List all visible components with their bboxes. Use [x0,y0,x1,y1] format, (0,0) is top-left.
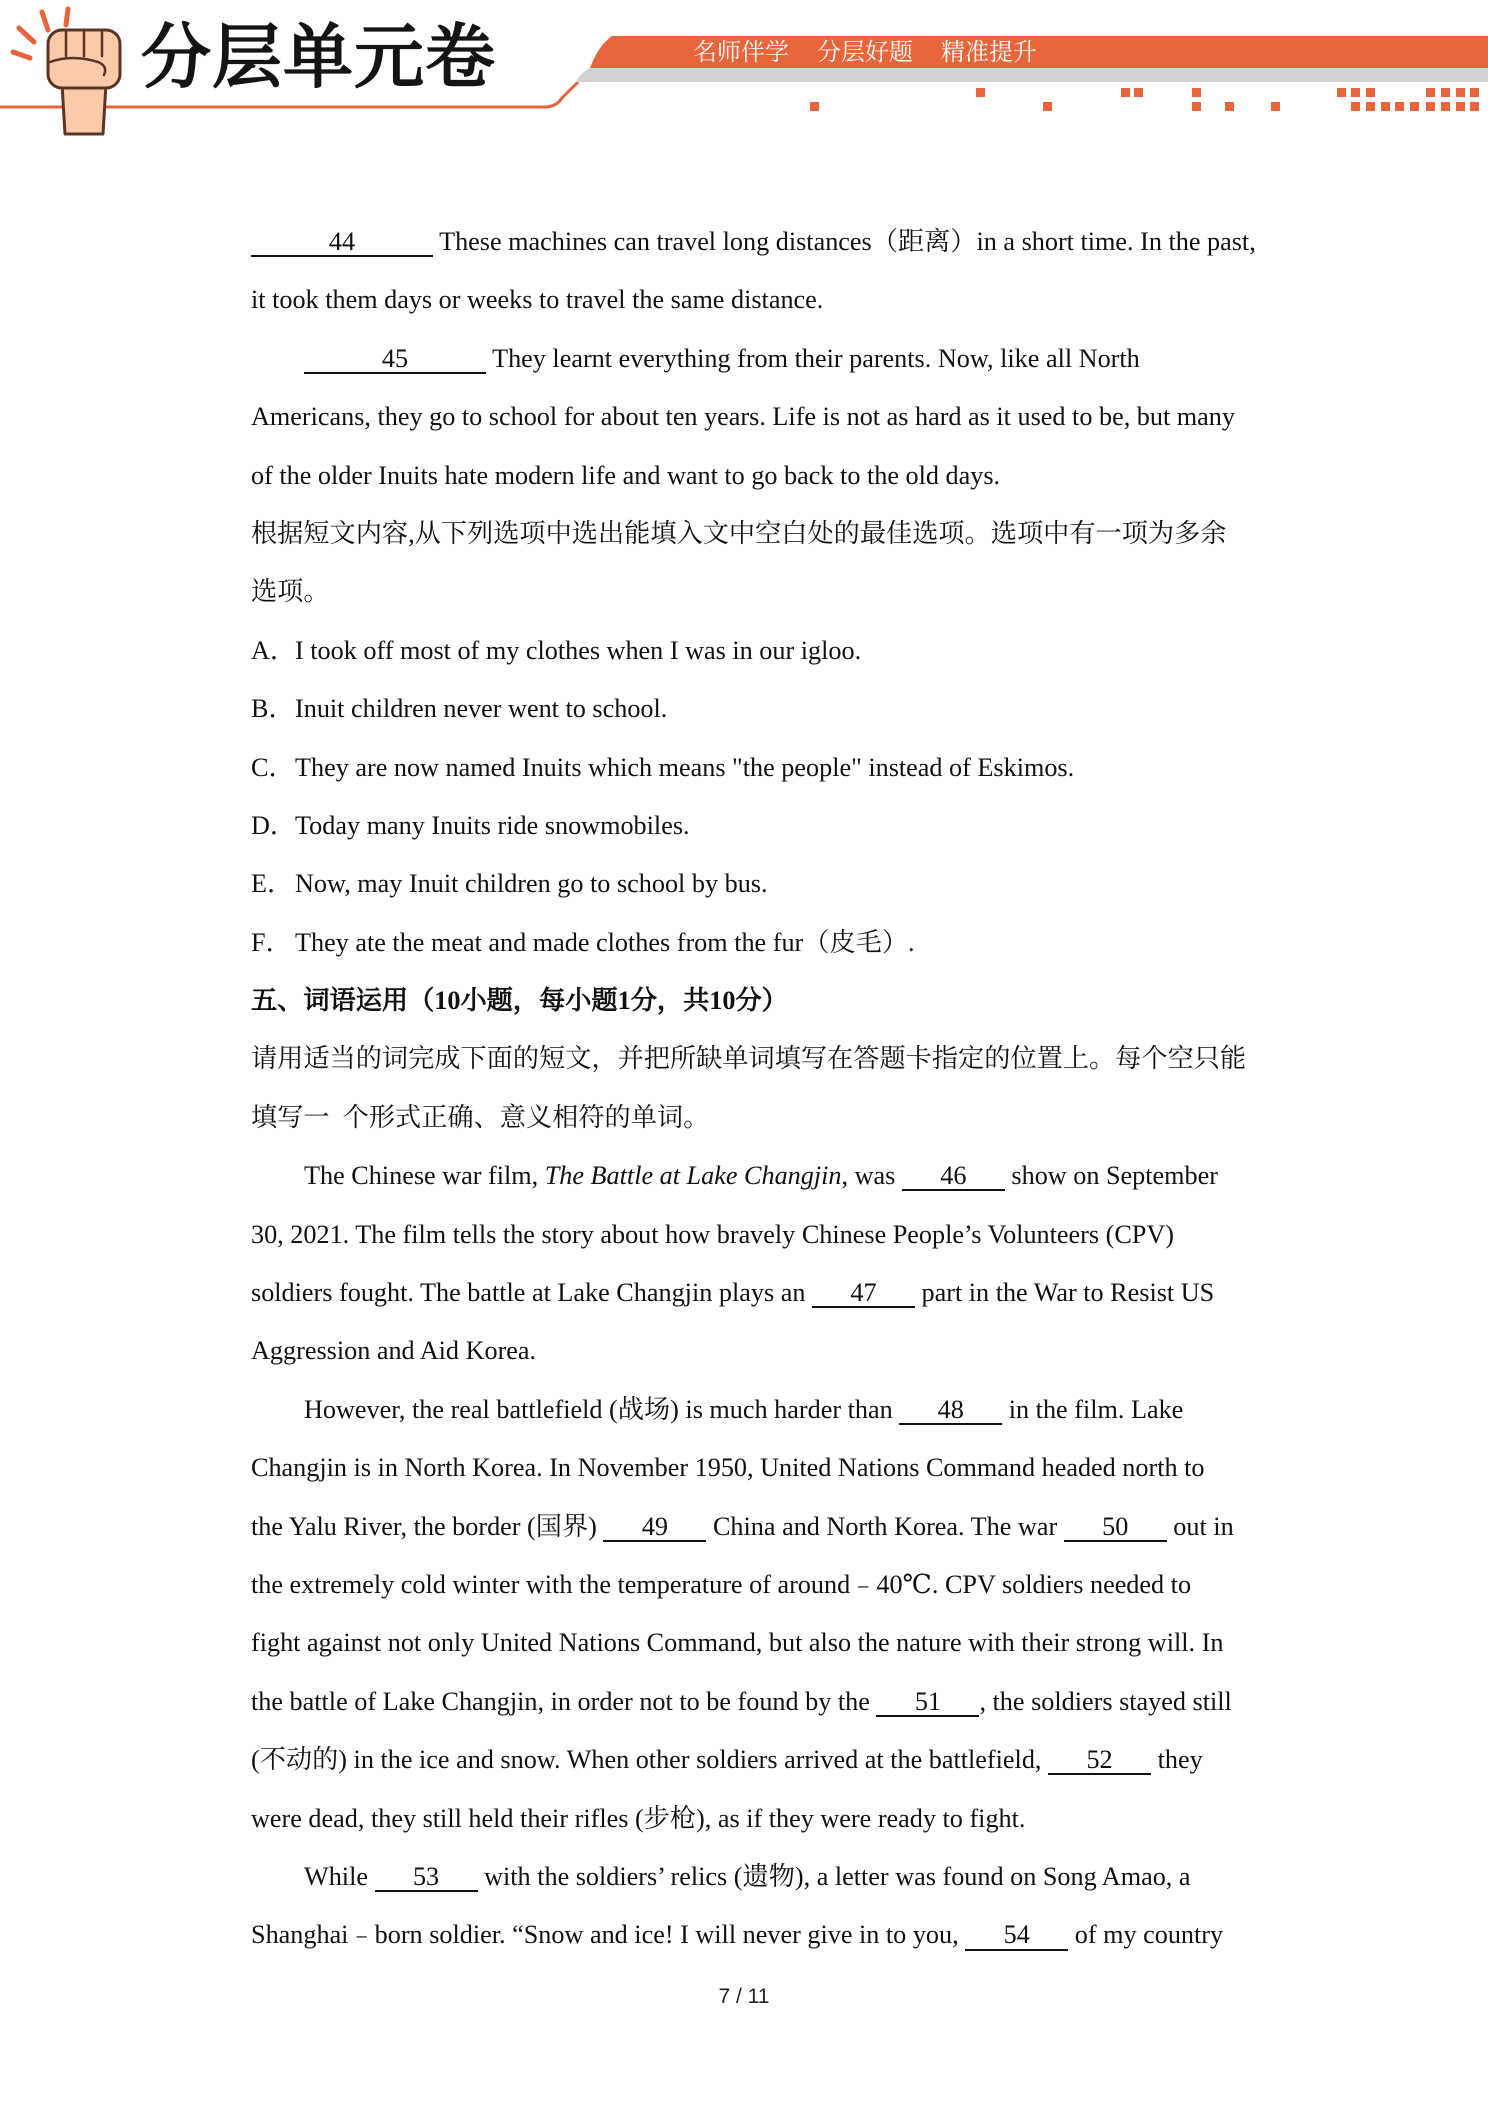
option-text: They are now named Inuits which means "the people" instead of Eskimos. [295,752,1075,782]
line-text: Americans, they go to school for about ten years. Life is not as hard as it used to be, but many [251,402,1235,432]
answer-blank: 47 [812,1280,915,1308]
option-item [251,914,1261,972]
line-text: (不动的) in the ice and snow. When other soldiers arrived at the battlefield, [251,1745,1049,1775]
answer-blank: 54 [965,1922,1068,1950]
text-line [251,388,1261,446]
option-item [251,680,1261,738]
line-text: 30, 2021. The film tells the story about how bravely Chinese People’s Volunteers (CPV) [251,1219,1175,1249]
text-line [251,1906,1261,1964]
answer-blank: 51 [876,1689,979,1717]
text-line [251,1848,1261,1906]
text-line [251,213,1261,271]
answer-blank: 44 [251,229,433,257]
line-text: Changjin is in North Korea. In November 1950, United Nations Command headed north to [251,1453,1205,1483]
text-line [251,330,1261,388]
answer-blank: 50 [1064,1514,1167,1542]
option-text: Now, may Inuit children go to school by bus. [295,869,768,899]
text-line [251,1322,1261,1380]
option-item [251,622,1261,680]
line-text: the battle of Lake Changjin, in order not to be found by the [251,1686,877,1716]
option-letter: B． [251,694,295,724]
option-letter: D． [251,810,297,840]
text-line [251,1439,1261,1497]
banner-stripe [576,68,1488,82]
line-text: they [1151,1745,1203,1775]
slogan-item: 精准提升 [941,38,1037,66]
text-line [251,1206,1261,1264]
option-item [251,739,1261,797]
instruction-line: 根据短文内容,从下列选项中选出能填入文中空白处的最佳选项。选项中有一项为多余 [251,518,1227,548]
slogan-banner [693,36,1065,68]
option-item [251,797,1261,855]
line-text: However, the real battlefield (战场) is much harder than [304,1394,900,1424]
line-text: These machines can travel long distances（距离）in a short time. In the past, [433,227,1256,256]
line-text: in the film. Lake [1002,1394,1184,1424]
text-line [251,1614,1261,1672]
text-line [251,271,1261,329]
slogan-item: 分层好题 [817,38,913,66]
instruction-line: 选项。 [251,577,330,607]
line-text: fight against not only United Nations Command, but also the nature with their strong will. In [251,1628,1224,1658]
answer-blank: 48 [899,1397,1002,1425]
line-text: the extremely cold winter with the temperature of around﹣40℃. CPV soldiers needed to [251,1569,1192,1599]
text-line [251,1381,1261,1439]
line-text: of my country [1068,1920,1224,1950]
text-line [251,1264,1261,1322]
series-title: 分层单元卷 [141,16,496,98]
line-text: show on September [1004,1161,1218,1191]
answer-blank: 52 [1048,1747,1151,1775]
text-line [251,447,1261,505]
line-text: Aggression and Aid Korea. [251,1336,537,1366]
text-line [251,1556,1261,1614]
page-number: 7 / 11 [718,1985,770,2008]
line-text: soldiers fought. The battle at Lake Changjin plays an [251,1278,812,1308]
line-text: out in [1166,1511,1234,1541]
line-text: They learnt everything from their parents. Now, like all North [486,343,1140,373]
fist-logo-icon [13,9,120,134]
line-text: While [304,1861,375,1891]
slogan-item: 名师伴学 [693,38,789,66]
line-text: the Yalu River, the border (国界) [251,1511,604,1541]
decor-squares [810,88,1479,111]
line-text: , was [841,1161,902,1191]
line-text: , the soldiers stayed still [979,1686,1232,1716]
line-text: it took them days or weeks to travel the same distance. [251,285,824,315]
line-text: were dead, they still held their rifles (步枪), as if they were ready to fight. [251,1803,1026,1833]
text-line [251,1147,1261,1205]
text-line [251,1673,1261,1731]
option-item [251,855,1261,913]
option-letter: E． [251,869,294,899]
line-text: with the soldiers’ relics (遗物), a letter was found on Song Amao, a [477,1861,1191,1891]
line-text: Shanghai﹣born soldier. “Snow and ice! I will never give in to you, [251,1920,966,1950]
line-text: of the older Inuits hate modern life and want to go back to the old days. [251,460,1001,490]
option-text: Inuit children never went to school. [295,694,668,724]
option-text: Today many Inuits ride snowmobiles. [295,810,690,840]
option-letter: A． [251,635,297,665]
option-letter: F． [251,927,292,957]
option-letter: C． [251,752,295,782]
answer-blank: 49 [603,1514,706,1542]
section-heading: 五、词语运用（10小题，每小题1分，共10分） [251,986,788,1016]
text-line [251,1790,1261,1848]
line-text: China and North Korea. The war [706,1511,1064,1541]
line-text: The Chinese war film, [304,1161,545,1191]
text-line [251,1498,1261,1556]
answer-blank: 46 [902,1163,1005,1191]
answer-blank: 45 [304,346,486,374]
answer-blank: 53 [375,1864,478,1892]
text-line [251,1731,1261,1789]
option-text: They ate the meat and made clothes from the fur（皮毛）. [295,927,915,957]
instruction-line: 请用适当的词完成下面的短文，并把所缺单词填写在答题卡指定的位置上。每个空只能 [251,1044,1247,1074]
instruction-line: 填写一 个形式正确、意义相符的单词。 [251,1102,710,1132]
page-body [251,213,1261,1965]
line-text: part in the War to Resist US [914,1278,1215,1308]
option-text: I took off most of my clothes when I was in our igloo. [295,635,862,665]
film-title: The Battle at Lake Changjin [544,1161,842,1191]
